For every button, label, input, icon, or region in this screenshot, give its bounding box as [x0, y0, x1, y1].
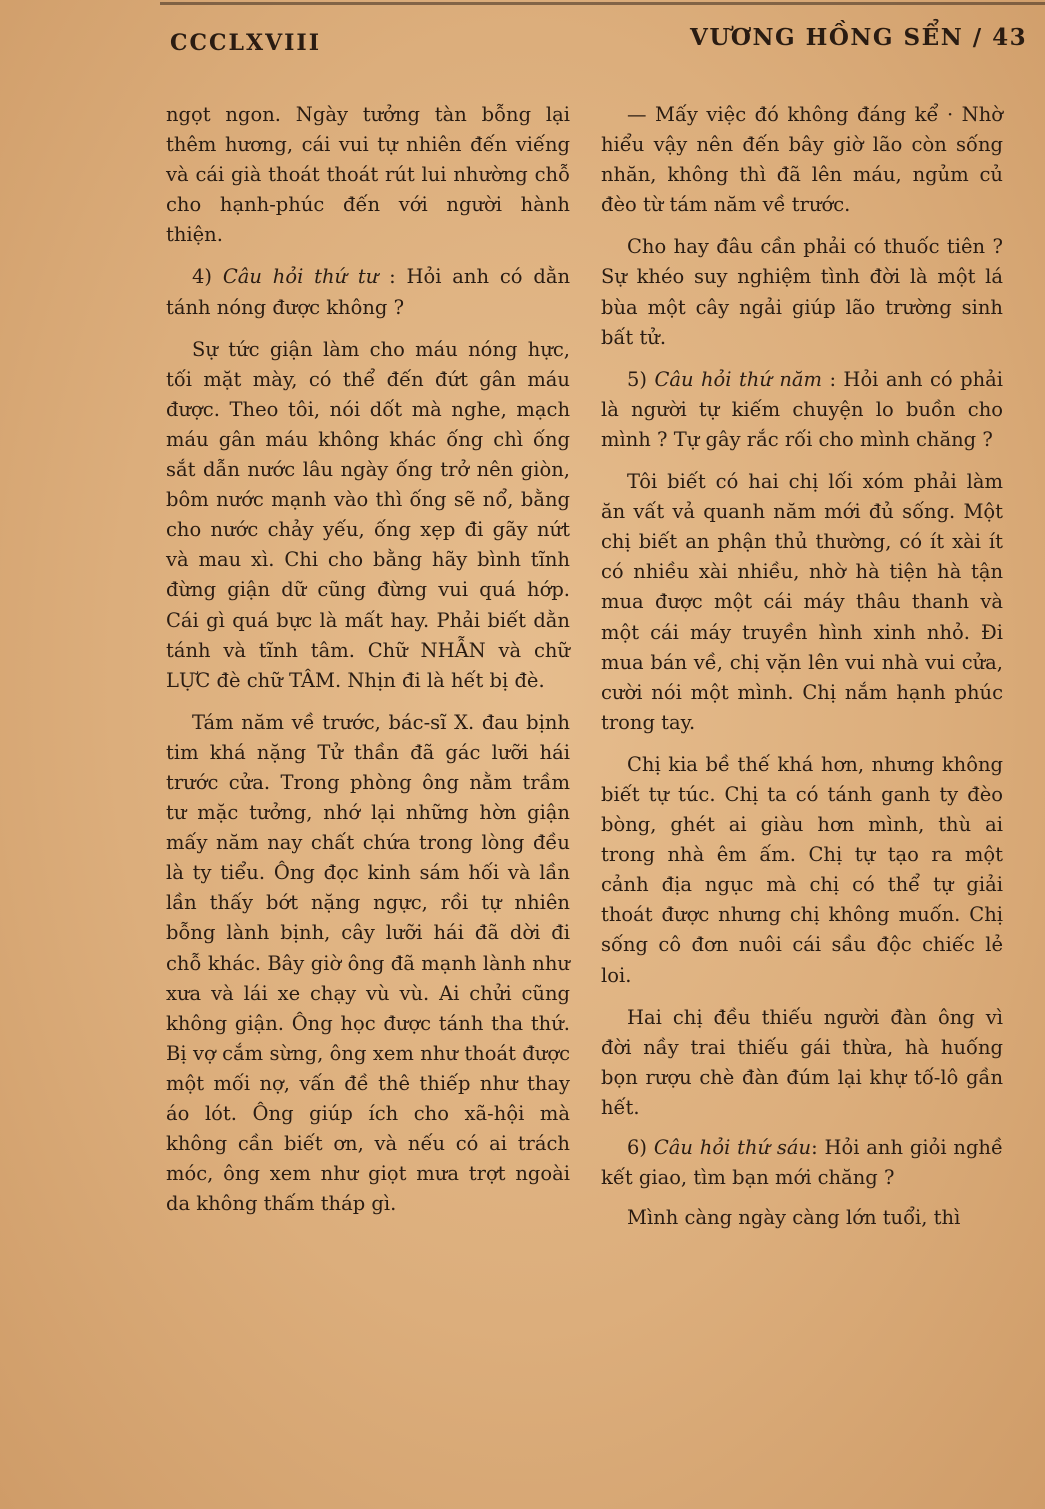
question-label: Câu hỏi thứ sáu: [653, 1136, 812, 1159]
top-rule: [160, 2, 1045, 5]
paragraph: — Mấy việc đó không đáng kể · Nhờ hiểu vậy nên đến bây giờ lão còn sống nhăn, không thì đã lên máu, ngủm củ đèo từ tám năm về trước.: [601, 103, 1003, 217]
paragraph: ngọt ngon. Ngày tưởng tàn bỗng lại thêm hương, cái vui tự nhiên đến viếng và cái già thoát thoát rút lui nhường chỗ cho hạnh-phúc đến với người hành thiện.: [166, 103, 570, 247]
question-label: Câu hỏi thứ tư: [222, 265, 379, 289]
paragraph: Hai chị đều thiếu người đàn ông vì đời nầy trai thiếu gái thừa, hà huống bọn rượu chè đàn đúm lại khự tố-lô gần hết.: [601, 1005, 1003, 1119]
question-5: 5) Câu hỏi thứ năm : Hỏi anh có phải là người tự kiếm chuyện lo buồn cho mình ? Tự gây rắc rối cho mình chăng ?: [601, 367, 1004, 451]
question-6: 6) Câu hỏi thứ sáu: Hỏi anh giỏi nghề kết giao, tìm bạn mới chăng ?: [601, 1136, 1003, 1190]
question-4: 4) Câu hỏi thứ tư : Hỏi anh có dằn tánh nóng được không ?: [166, 265, 571, 319]
paragraph: Chị kia bề thế khá hơn, nhưng không biết tự túc. Chị ta có tánh ganh ty đèo bòng, ghét ai giàu hơn mình, thù ai trong nhà êm ấm. Chị tự tạo ra một cảnh địa ngục mà chị có thể tự giải thoát được nhưng chị không muốn. Chị sống cô đơn nuôi cái sầu độc chiếc lẻ loi.: [601, 752, 1003, 987]
paragraph: Cho hay đâu cần phải có thuốc tiên ? Sự khéo suy nghiệm tình đời là một lá bùa một cây ngải giúp lão trường sinh bất tử.: [601, 235, 1003, 349]
header-section-number: CCCLXVIII: [170, 30, 322, 56]
header-author-page: VƯƠNG HỒNG SỂN / 43: [690, 24, 1028, 51]
paragraph: Sự tức giận làm cho máu nóng hực, tối mặt mày, có thể đến đứt gân máu được. Theo tôi, nói dốt mà nghe, mạch máu gân máu không khác ống chì ống sắt dẫn nước lâu ngày ống trở nên giòn, bôm nước mạnh vào thì ống sẽ nổ, bằng cho nước chảy yếu, ống xẹp đi gãy nứt và mau xì. Chi cho bằng hãy bình tĩnh đừng giận dữ cũng đừng vui quá hớp. Cái gì quá bực là mất hay. Phải biết dằn tánh và tĩnh tâm. Chữ NHẪN và chữ LỰC đè chữ TÂM. Nhịn đi là hết bị đè.: [166, 337, 570, 692]
question-label: Câu hỏi thứ năm: [654, 367, 823, 391]
left-column: [166, 100, 570, 1231]
paragraph: Tám năm về trước, bác-sĩ X. đau bịnh tim khá nặng Tử thần đã gác lưỡi hái trước cửa. Trong phòng ông nằm trầm tư mặc tưởng, nhớ lại những hờn giận mấy năm nay chất chứa trong lòng đều là ty tiểu. Ông đọc kinh sám hối và lần lần thấy bớt nặng ngực, rồi tự nhiên bỗng lành bịnh, cây lưỡi hái đã dời đi chỗ khác. Bây giờ ông đã mạnh lành như xưa và lái xe chạy vù vù. Ai chửi cũng không giận. Ông học được tánh tha thứ. Bị vợ cắm sừng, ông xem như thoát được một mối nợ, vấn đề thê thiếp như thay áo lót. Ông giúp ích cho xã-hội mà không cần biết ơn, và nếu có ai trách móc, ông xem như giọt mưa trợt ngoài da không thấm tháp gì.: [166, 710, 570, 1216]
paragraph: Mình càng ngày càng lớn tuổi, thì: [627, 1206, 961, 1230]
right-column: [601, 100, 1003, 1245]
paragraph: Tôi biết có hai chị lối xóm phải làm ăn vất vả quanh năm mới đủ sống. Một chị biết an phận thủ thường, có ít xài ít có nhiều xài nhiều, nhờ hà tiện hà tận mua được một cái máy thâu thanh và một cái máy truyền hình xinh nhỏ. Đi mua bán về, chị vặn lên vui nhà vui cửa, cười nói một mình. Chị nắm hạnh phúc trong tay.: [601, 470, 1003, 734]
